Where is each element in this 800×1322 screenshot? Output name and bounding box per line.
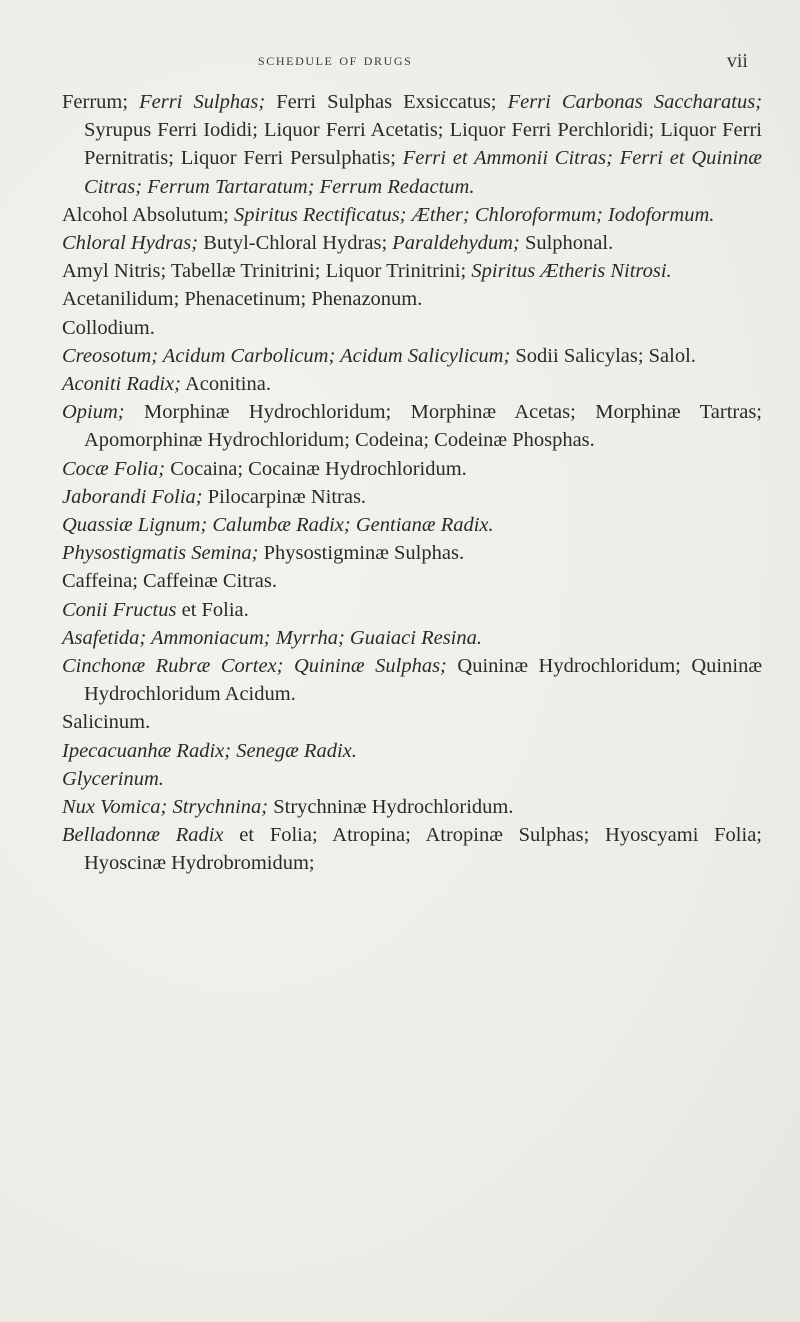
drug-name: Ferrum; [62,91,140,113]
page-header [0,50,800,80]
drug-name-italic: Nux Vomica; Strychnina; [62,796,269,819]
drug-name-italic: Jaborandi Folia; [62,485,203,508]
drug-name: Butyl-Chloral Hydras; [198,232,393,255]
drug-name: et Folia. [176,598,249,621]
drug-name-italic: Aconiti Radix; [62,373,181,396]
drug-name-italic: Ferri Carbonas Saccharatus; [507,91,763,113]
drug-name: Amyl Nitris; Tabellæ Trinitrini; Liquor Trinitrini; [62,260,472,283]
drug-name: Morphinæ Hydrochloridum; Morphinæ Acetas; Morphinæ Tartras; Apomorphinæ Hydrochloridum; Codeina; Codeinæ Phosphas. [84,401,762,452]
drug-entry [62,342,762,370]
drug-name-italic: Opium; [62,401,125,424]
drug-name: Collodium. [62,316,155,339]
drug-name-italic: Belladonnæ Radix [62,824,224,847]
drug-name: Caffeina; Caffeinæ Citras. [62,570,278,593]
drug-name-italic: Chloral Hydras; [62,232,199,255]
drug-entry [62,821,762,877]
drug-entry [62,370,762,398]
drug-name-italic: Asafetida; Ammoniacum; Myrrha; Guaiaci Resina. [62,626,482,649]
drug-name-italic: Spiritus Ætheris Nitrosi. [471,260,672,283]
drug-name: Cocaina; Cocainæ Hydrochloridum. [165,457,467,480]
drug-name: Quininæ Hydrochloridum; Quininæ Hydrochloridum Acidum. [84,655,762,706]
drug-name: Ferri Sulphas Exsiccatus; [265,91,508,113]
drug-entry [62,511,762,539]
drug-name: Strychninæ Hydrochloridum. [268,796,514,819]
drug-entry [62,539,762,567]
running-head: schedule of drugs [258,50,413,69]
drug-name-italic: Creosotum; Acidum Carbolicum; Acidum Salicylicum; [62,344,511,367]
drug-name: Pilocarpinæ Nitras. [202,485,367,508]
drug-name: Syrupus Ferri Iodidi; Liquor Ferri Acetatis; Liquor Ferri Perchloridi; Liquor Ferri Pernitratis; Liquor Ferri Persulphatis; [84,119,762,170]
drug-name-italic: Cocæ Folia; [62,457,166,480]
drug-entry [62,398,762,454]
drug-name: Acetanilidum; Phenacetinum; Phenazonum. [62,288,423,311]
drug-entry [62,483,762,511]
drug-name-italic: Quassiæ Lignum; Calumbæ Radix; Gentianæ Radix. [62,514,494,537]
drug-entry [62,737,762,765]
drug-name: Physostigminæ Sulphas. [258,542,465,565]
drug-entry [62,285,762,313]
drug-entry [62,314,762,342]
drug-entry [62,229,762,257]
drug-entry [62,596,762,624]
page-number: vii [726,50,748,72]
drug-entry [62,201,762,229]
drug-entry [62,88,762,201]
drug-name: Aconitina. [180,373,271,396]
drug-name-italic: Conii Fructus [62,598,177,621]
drug-entry [62,257,762,285]
drug-entry [62,708,762,736]
drug-entry [62,652,762,708]
drug-name-italic: Spiritus Rectificatus; Æther; Chloroformum; Iodoformum. [233,203,715,226]
drug-name: Alcohol Absolutum; [62,203,234,226]
drug-name-italic: Ipecacuanhæ Radix; Senegæ Radix. [62,739,357,762]
drug-name-italic: Ferri Sulphas; [139,91,266,113]
drug-entry [62,624,762,652]
drug-entry [62,567,762,595]
drug-name-italic: Paraldehydum; [392,232,520,255]
drug-name: Salicinum. [62,711,151,734]
drug-name-italic: Glycerinum. [62,767,164,790]
drug-name: Sodii Salicylas; Salol. [510,344,696,367]
drug-entry [62,765,762,793]
drug-name-italic: Ferri et Ammonii Citras; Ferri et Quininæ Citras; Ferrum Tartaratum; Ferrum Redactum. [84,147,762,198]
drug-entry [62,793,762,821]
drug-name-italic: Physostigmatis Semina; [62,542,259,565]
drug-name: et Folia; Atropina; Atropinæ Sulphas; Hyoscyami Folia; Hyoscinæ Hydrobromidum; [84,824,762,875]
drug-entry [62,455,762,483]
drug-name: Sulphonal. [519,232,614,255]
drug-name-italic: Cinchonæ Rubræ Cortex; Quininæ Sulphas; [62,655,447,678]
drug-schedule-list [62,88,762,878]
